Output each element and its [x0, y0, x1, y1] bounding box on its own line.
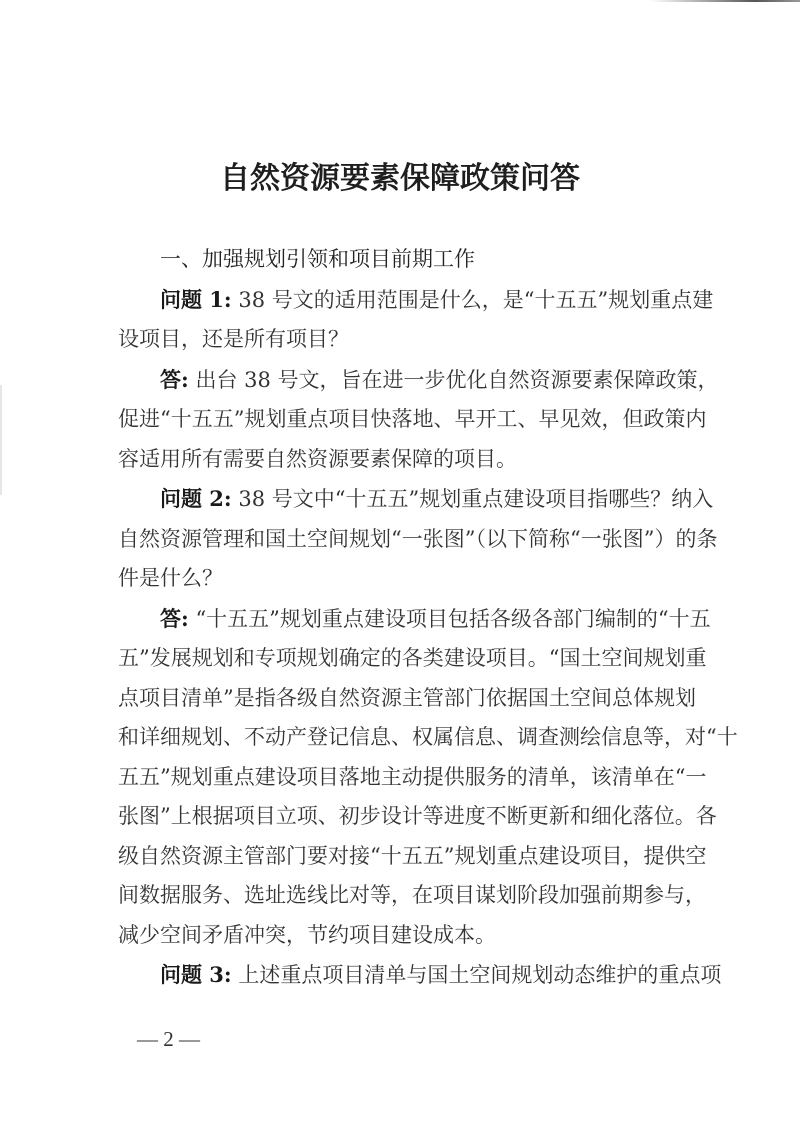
paragraph-line: 答: 出台 38 号文，旨在进一步优化自然资源要素保障政策， [160, 366, 719, 392]
question-label: 问题 1: [160, 286, 232, 312]
scan-edge-shadow [0, 385, 2, 495]
question-1 [118, 280, 714, 360]
paragraph-line: 件是什么？ [118, 566, 223, 590]
paragraph-line: 自然资源管理和国土空间规划“一张图”（以下简称“一张图”）的条 [118, 526, 718, 551]
paragraph-line: 问题 3: 上述重点项目清单与国土空间规划动态维护的重点项 [160, 962, 722, 987]
paragraph-line: 间数据服务、选址选线比对等，在项目谋划阶段加强前期参与， [118, 883, 706, 907]
paragraph-line: 容适用所有需要自然资源要素保障的项目。 [118, 446, 517, 471]
paragraph-line: 答: “十五五”规划重点建设项目包括各级各部门编制的“十五 [160, 605, 711, 631]
paragraph-line: 五”发展规划和专项规划确定的各类建设项目。“国土空间规划重 [118, 646, 707, 670]
paragraph-line: 设项目，还是所有项目？ [118, 327, 349, 351]
paragraph-line: 和详细规划、不动产登记信息、权属信息、调查测绘信息等，对“十 [118, 725, 738, 749]
document-body [118, 240, 738, 996]
question-3 [118, 955, 722, 996]
question-2 [118, 479, 718, 599]
answer-1 [118, 360, 719, 480]
paragraph-line: 级自然资源主管部门要对接“十五五”规划重点建设项目，提供空 [118, 843, 707, 868]
paragraph-line: 减少空间矛盾冲突，节约项目建设成本。 [118, 922, 496, 947]
document-title: 自然资源要素保障政策问答 [220, 161, 580, 196]
section-heading: 一、加强规划引领和项目前期工作 [160, 247, 475, 271]
paragraph-line: 点项目清单”是指各级自然资源主管部门依据国土空间总体规划 [118, 685, 696, 710]
question-label: 问题 2: [160, 486, 232, 511]
paragraph-line: 张图”上根据项目立项、初步设计等进度不断更新和细化落位。各 [118, 804, 717, 828]
paragraph-line: 问题 2: 38 号文中“十五五”规划重点建设项目指哪些？纳入 [160, 486, 714, 511]
question-label: 问题 3: [160, 962, 232, 987]
paragraph-line: 五五”规划重点建设项目落地主动提供服务的清单，该清单在“一 [118, 764, 707, 789]
answer-2 [118, 599, 738, 956]
paragraph-line: 促进“十五五”规划重点项目快落地、早开工、早见效，但政策内 [118, 407, 707, 431]
page-number: — 2 — [137, 1027, 200, 1051]
scan-edge-mark [650, 0, 800, 2]
answer-label: 答: [160, 605, 189, 631]
paragraph-line: 问题 1: 38 号文的适用范围是什么，是“十五五”规划重点建 [160, 286, 714, 312]
answer-label: 答: [160, 366, 189, 392]
